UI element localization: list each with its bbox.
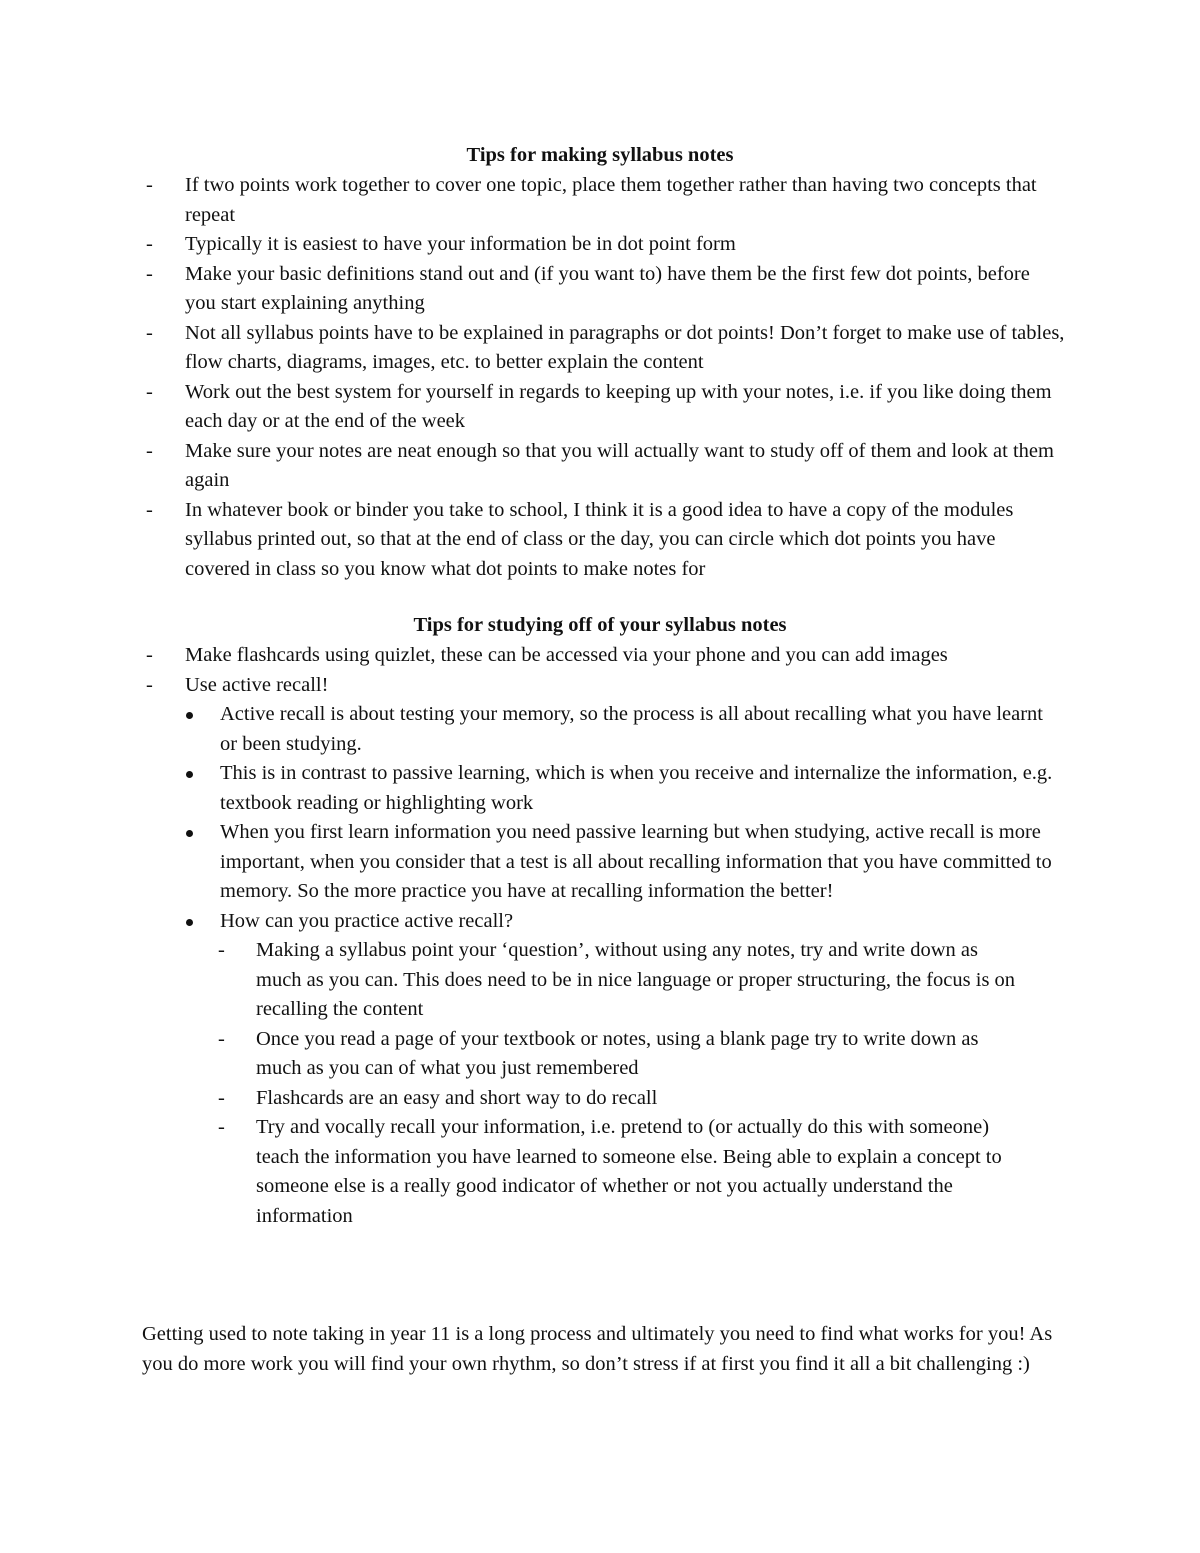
list-item — [0, 641, 1065, 671]
tip-text: In whatever book or binder you take to school, I think it is a good idea to have a copy of the modules syllabus printed out, so that at the end of class or the day, you can circle which dot points you have covered in class so you know what dot points to make notes for — [185, 498, 1014, 580]
list-item — [0, 171, 1065, 230]
list-item — [0, 818, 1065, 907]
bullet-dot-icon — [186, 919, 193, 926]
tip-text: Typically it is easiest to have your information be in dot point form — [185, 233, 736, 255]
dash-marker: - — [146, 321, 153, 344]
bullet-dot-icon — [186, 712, 193, 719]
dash-marker: - — [146, 380, 153, 403]
list-item — [0, 1025, 1026, 1084]
list-item — [0, 260, 1065, 319]
dash-marker: - — [218, 1027, 225, 1050]
method-text: Once you read a page of your textbook or notes, using a blank page try to write down as much as you can of what you just remembered — [256, 1027, 979, 1079]
bullet-dot-icon — [186, 830, 193, 837]
list-item — [0, 936, 1026, 1025]
list-item — [0, 907, 1065, 1232]
list-item — [0, 378, 1065, 437]
dash-marker: - — [218, 939, 225, 961]
list-item — [0, 759, 1065, 818]
point-text: Active recall is about testing your memory, so the process is all about recalling what you have learnt or been studying. — [220, 703, 1043, 755]
point-text: This is in contrast to passive learning, which is when you receive and internalize the information, e.g. textbook reading or highlighting work — [220, 762, 1053, 814]
method-text: Making a syllabus point your ‘question’, without using any notes, try and write down as much as you can. This does need to be in nice language or proper structuring, the focus is on recalling the content — [256, 939, 1016, 1020]
bullet-dot-icon — [186, 771, 193, 778]
closing-paragraph: Getting used to note taking in year 11 is a long process and ultimately you need to find what works for you! As you do more work you will find your own rhythm, so don’t stress if at first you find it all a bit challenging :) — [142, 1323, 1053, 1375]
dash-marker: - — [146, 644, 153, 666]
dash-marker: - — [146, 174, 153, 196]
practice-methods-list — [0, 936, 1065, 1231]
list-item — [0, 671, 1065, 1232]
point-text: When you first learn information you need passive learning but when studying, active recall is more important, when you consider that a test is all about recalling information that you have committed to memory. So the more practice you have at recalling information the better! — [220, 821, 1052, 902]
list-item — [0, 1084, 1026, 1114]
tip-text: Use active recall! — [185, 673, 329, 696]
method-text: Flashcards are an easy and short way to do recall — [256, 1086, 658, 1109]
active-recall-points-list — [0, 700, 1065, 1231]
list-item — [0, 319, 1065, 378]
list-item — [0, 230, 1065, 260]
dash-marker: - — [146, 439, 153, 462]
dash-marker: - — [146, 262, 153, 285]
dash-marker: - — [146, 673, 153, 696]
studying-tips-list — [0, 641, 1065, 1231]
dash-marker: - — [218, 1086, 225, 1109]
section-heading-making-notes: Tips for making syllabus notes — [466, 144, 734, 166]
tip-text: Make your basic definitions stand out and (if you want to) have them be the first few dot points, before you start explaining anything — [185, 262, 1030, 314]
dash-marker: - — [146, 498, 153, 521]
tip-text: Work out the best system for yourself in regards to keeping up with your notes, i.e. if you like doing them each day or at the end of the week — [185, 380, 1052, 432]
tip-text: Not all syllabus points have to be explained in paragraphs or dot points! Don’t forget to make use of tables, flow charts, diagrams, images, etc. to better explain the content — [185, 321, 1065, 373]
section-heading-studying-notes: Tips for studying off of your syllabus notes — [413, 614, 787, 636]
dash-marker: - — [218, 1116, 225, 1138]
dash-marker: - — [146, 233, 153, 255]
tip-text: Make sure your notes are neat enough so that you will actually want to study off of them and look at them again — [185, 439, 1054, 491]
making-notes-tips-list — [0, 171, 1065, 584]
point-text: How can you practice active recall? — [220, 909, 514, 932]
method-text: Try and vocally recall your information, i.e. pretend to (or actually do this with someone) teach the information you have learned to someone else. Being able to explain a concept to someone else is a really good indicator of whether or not you actually understand the information — [256, 1116, 1002, 1227]
tip-text: Make flashcards using quizlet, these can be accessed via your phone and you can add images — [185, 644, 948, 666]
list-item — [0, 700, 1065, 759]
tip-text: If two points work together to cover one topic, place them together rather than having two concepts that repeat — [185, 174, 1037, 226]
list-item — [0, 437, 1065, 496]
list-item — [0, 1113, 1026, 1231]
list-item — [0, 496, 1065, 585]
